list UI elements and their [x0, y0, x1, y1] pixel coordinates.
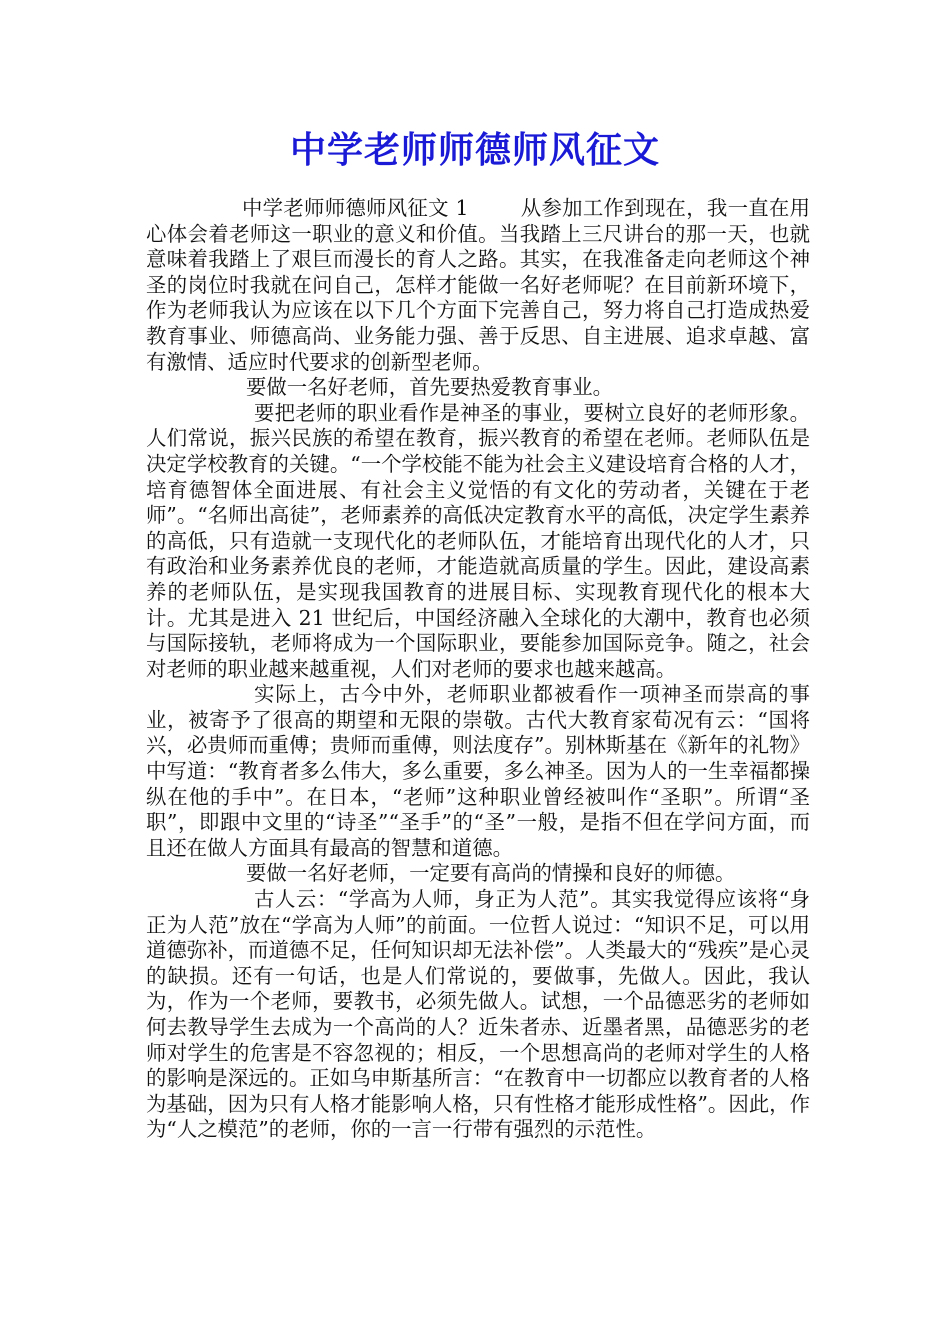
section-heading-2: 要做一名好老师，一定要有高尚的情操和良好的师德。 — [246, 861, 736, 886]
essay-label: 中学老师师德师风征文 1 — [242, 196, 469, 220]
paragraph-intro — [146, 196, 810, 375]
paragraph-2: 要把老师的职业看作是神圣的事业，要树立良好的老师形象。人们常说，振兴民族的希望在教育，振兴教育的希望在老师。老师队伍是决定学校教育的关键。“一个学校能不能为社会主义建设培育合格的人才，培育德智体全面进展、有社会主义觉悟的有文化的劳动者，关键在于老师”。“名师出高徒”，老师素养的高低决定教育水平的高低，决定学生素养的高低，只有造就一支现代化的老师队伍，才能培育出现代化的人才，只有政治和业务素养优良的老师，才能造就高质量的学生。因此，建设高素养的老师队伍，是实现我国教育的进展目标、实现教育现代化的根本大计。尤其是进入 21 世纪后，中国经济融入全球化的大潮中，教育也必须与国际接轨，老师将成为一个国际职业，要能参加国际竞争。随之，社会对老师的职业越来越重视，人们对老师的要求也越来越高。 — [146, 400, 810, 681]
paragraph-3: 实际上，古今中外，老师职业都被看作一项神圣而崇高的事业，被寄予了很高的期望和无限的崇敬。古代大教育家荀况有云：“国将兴，必贵师而重傅；贵师而重傅，则法度存”。别林斯基在《新年的礼物》中写道：“教育者多么伟大，多么重要，多么神圣。因为人的一生幸福都操纵在他的手中”。在日本，“老师”这种职业曾经被叫作“圣职”。所谓“圣职”，即跟中文里的“诗圣”“圣手”的“圣”一般，是指不但在学问方面，而且还在做人方面具有最高的智慧和道德。 — [146, 682, 810, 860]
document-title: 中学老师师德师风征文 — [289, 129, 660, 171]
document-body — [146, 196, 810, 1143]
paragraph-4: 古人云：“学高为人师，身正为人范”。其实我觉得应该将“身正为人范”放在“学高为人师”的前面。一位哲人说过：“知识不足，可以用道德弥补，而道德不足，任何知识却无法补偿”。人类最大的“残疾”是心灵的缺损。还有一句话，也是人们常说的，要做事，先做人。因此，我认为，作为一个老师，要教书，必须先做人。试想，一个品德恶劣的老师如何去教导学生去成为一个高尚的人？近朱者赤、近墨者黑，品德恶劣的老师对学生的危害是不容忽视的；相反，一个思想高尚的老师对学生的人格的影响是深远的。正如乌申斯基所言：“在教育中一切都应以教育者的人格为基础，因为只有人格才能影响人格，只有性格才能形成性格”。因此，作为“人之模范”的老师，你的一言一行带有强烈的示范性。 — [146, 887, 810, 1142]
paragraph-1-text: 从参加工作到现在，我一直在用心体会着老师这一职业的意义和价值。当我踏上三尺讲台的那一天，也就意味着我踏上了艰巨而漫长的育人之路。其实，在我准备走向老师这个神圣的岗位时我就在问自己，怎样才能做一名好老师呢？在目前新环境下，作为老师我认为应该在以下几个方面下完善自己，努力将自己打造成热爱教育事业、师德高尚、业务能力强、善于反思、自主进展、追求卓越、富有激情、适应时代要求的创新型老师。 — [146, 196, 810, 374]
section-heading-1: 要做一名好老师，首先要热爱教育事业。 — [246, 375, 614, 400]
